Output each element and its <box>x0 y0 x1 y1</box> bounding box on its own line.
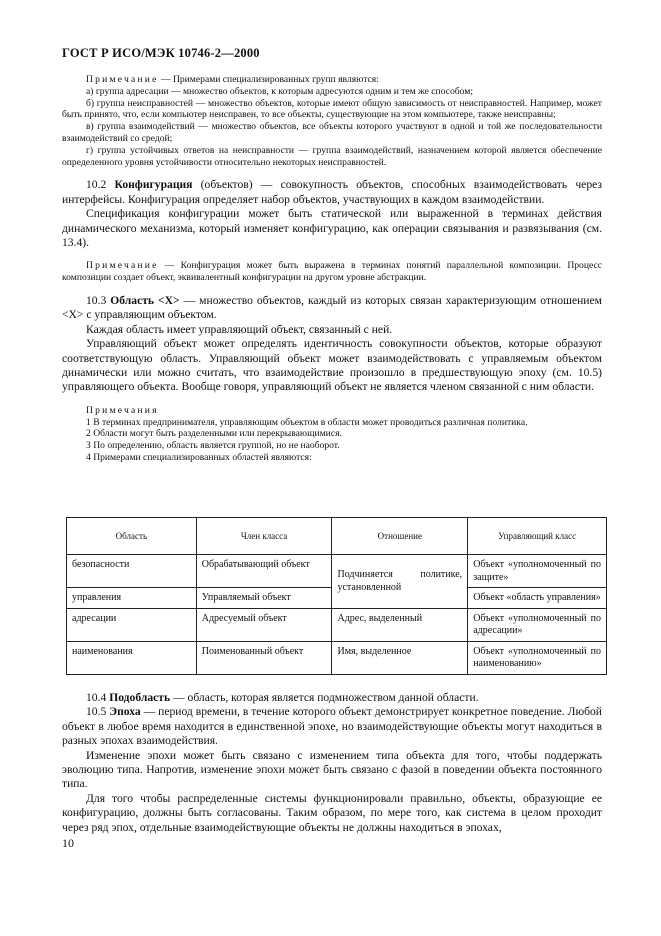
note-item: 2 Области могут быть разделенными или перекрывающимися. <box>86 428 342 440</box>
note-item: 4 Примерами специализированных областей являются: <box>86 452 312 464</box>
column-header: Член класса <box>196 518 332 555</box>
term: Область <X> <box>110 294 180 307</box>
term: Подобласть <box>109 691 171 704</box>
column-header: Управляющий класс <box>468 518 607 555</box>
section-number: 10.5 <box>86 705 110 719</box>
note-text: — Конфигурация может быть выражена в терминах понятий параллельной композиции. Процесс композиции создает объект, эквивалентный конфигурации на другом уровне абстракции. <box>62 260 602 284</box>
notes-label: Примечания <box>86 404 159 416</box>
definition: — область, которая является подмножеством данной области. <box>170 691 479 704</box>
cell-area: адресации <box>67 608 197 641</box>
term: Конфигурация <box>114 178 193 192</box>
paragraph: Изменение эпохи может быть связано с изменением типа объекта для того, чтобы поддержать эволюцию типа. Напротив, изменение эпохи может быть связано с фазой в поведении объекта постоянного типа. <box>62 748 602 791</box>
cell-control: Объект «уполномоченный по адресации» <box>468 608 607 641</box>
notes-regions <box>62 405 602 464</box>
table-row <box>67 608 607 641</box>
note-configuration <box>62 260 602 284</box>
column-header: Отношение <box>332 518 468 555</box>
definition: (объектов) — совокупность объектов, способных взаимодействовать через интерфейсы. Конфигурация определяет набор объектов, участвующих в каждом взаимодействии. <box>62 178 602 206</box>
cell-control: Объект «уполномоченный по наименованию» <box>468 641 607 674</box>
note-intro: — Примерами специализированных групп являются: <box>158 74 379 85</box>
cell-area: управления <box>67 588 197 609</box>
note-item: в) группа взаимодействий — множество объектов, все объекты которого участвуют в одной и той же последовательности взаимодействий со средой; <box>62 121 602 144</box>
note-item: 1 В терминах предпринимателя, управляющим объектом в области может проводиться различная политика. <box>86 416 528 428</box>
regions-table <box>66 517 607 675</box>
column-header: Область <box>67 518 197 555</box>
cell-member: Поименованный объект <box>196 641 332 674</box>
section-10-3 <box>62 294 602 395</box>
page-number: 10 <box>62 836 74 850</box>
cell-member: Обрабатывающий объект <box>196 555 332 588</box>
section-10-2 <box>62 178 602 250</box>
note-item: 3 По определению, область является группой, но не наоборот. <box>86 440 340 452</box>
paragraph: Управляющий объект может определять идентичность совокупности объектов, которые образуют соответствующую область. Управляющий объект может взаимодействовать с управляемым объектом динамически или можно считать, что взаимодействие произошло в предшествующую эпоху (см. 10.5) управляющего объекта. Вообще говоря, управляющий объект не является членом связанной с ним области. <box>62 337 602 394</box>
cell-control: Объект «область управления» <box>468 588 607 609</box>
note-item: г) группа устойчивых ответов на неисправности — группа взаимодействий, назначением которой является обеспечение определенного уровня устойчивости относительно некоторых неисправностей. <box>62 144 602 168</box>
cell-control: Объект «уполномоченный по защите» <box>468 555 607 588</box>
paragraph: Спецификация конфигурации может быть статической или выраженной в терминах действия динамического механизма, который изменяет конфигурацию, как операции связывания и развязывания (см. 13.4). <box>62 207 602 249</box>
table-row <box>67 641 607 674</box>
cell-area: безопасности <box>67 555 197 588</box>
paragraph: Каждая область имеет управляющий объект, связанный с ней. <box>86 322 393 336</box>
paragraph: Для того чтобы распределенные системы функционировали правильно, объекты, образующие ее конфигурацию, должны быть согласованы. Таким образом, по мере того, как система в целом проходит через ряд эпох, отдельные взаимодействующие объекты не должны находиться в эпохах, <box>62 791 602 834</box>
cell-relation: Подчиняется политике, установленной <box>332 555 468 609</box>
cell-relation: Имя, выделенное <box>332 641 468 674</box>
section-number: 10.4 <box>86 691 110 704</box>
cell-member: Управляемый объект <box>196 588 332 609</box>
term: Эпоха <box>109 705 141 719</box>
note-label: Примечание <box>86 74 159 85</box>
section-number: 10.2 <box>86 178 115 192</box>
document-header: ГОСТ Р ИСО/МЭК 10746-2—2000 <box>62 46 260 60</box>
note-item: б) группа неисправностей — множество объектов, которые имеют общую зависимость от неисправностей. Например, может быть принято, что, если компьютер неисправен, то все объекты, существующие на этом компьютере, также неисправны; <box>62 97 602 121</box>
table-header-row <box>67 518 607 555</box>
main-content <box>62 74 602 464</box>
definition: — множество объектов, каждый из которых связан характеризующим отношением <X> с управляющим объектом. <box>62 294 602 322</box>
note-label: Примечание <box>86 260 159 272</box>
sections-10-4-10-5 <box>62 691 602 835</box>
cell-area: наименования <box>67 641 197 674</box>
definition: — период времени, в течение которого объект демонстрирует конкретное поведение. Любой объект в любое время находится в единственной эпохе, но взаимодействующие объекты могут находиться в разных эпохах взаимодействия. <box>62 705 603 748</box>
section-number: 10.3 <box>86 294 111 307</box>
table-row <box>67 555 607 588</box>
cell-member: Адресуемый объект <box>196 608 332 641</box>
cell-relation: Адрес, выделенный <box>332 608 468 641</box>
note-groups <box>62 74 602 168</box>
note-item: а) группа адресации — множество объектов, к которым адресуются одним и тем же способом; <box>86 85 474 97</box>
